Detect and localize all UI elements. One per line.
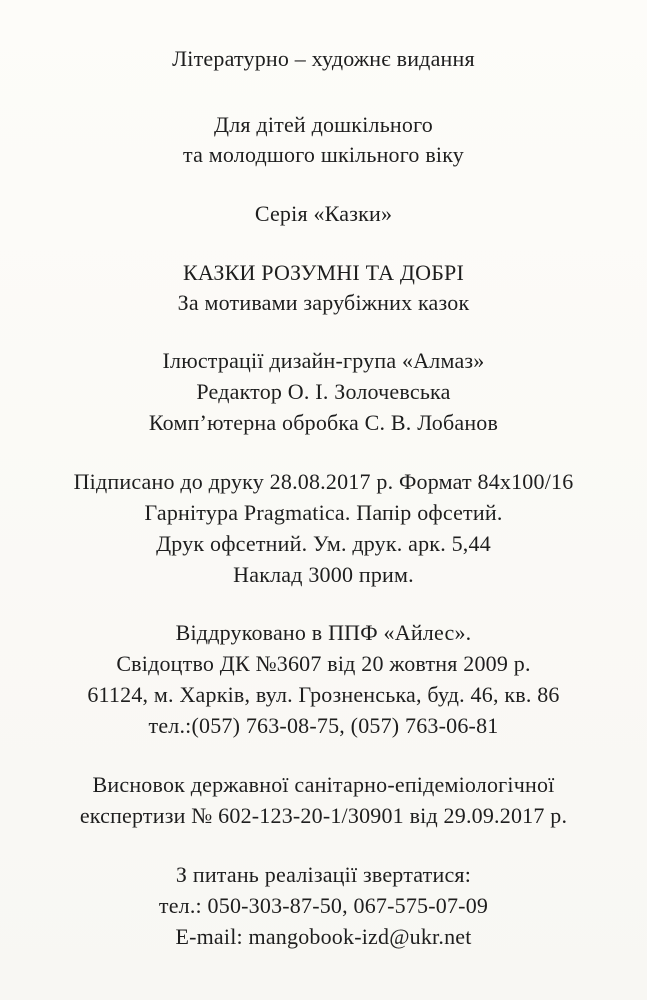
printer-name: Віддруковано в ППФ «Айлес». (175, 620, 472, 645)
credits-layout: Комп’ютерна обробка С. В. Лобанов (148, 410, 499, 435)
printer-phones: тел.:(057) 763-08-75, (057) 763-06-81 (148, 713, 499, 738)
sanitary-conclusion-line-1: Висновок державної санітарно-епідеміологічної (92, 772, 555, 797)
print-signed-format: Підписано до друку 28.08.2017 р. Формат 84х100/16 (73, 469, 574, 494)
sales-phones: тел.: 050-303-87-50, 067-575-07-09 (158, 893, 489, 918)
audience-line-1: Для дітей дошкільного (214, 112, 433, 137)
book-title: КАЗКИ РОЗУМНІ ТА ДОБРІ (182, 260, 465, 285)
series-line: Серія «Казки» (254, 201, 393, 226)
printer-address: 61124, м. Харків, вул. Грозненська, буд. 46, кв. 86 (87, 682, 560, 707)
credits-editor: Редактор О. І. Золочевська (196, 379, 451, 404)
audience-line-2: та молодшого шкільного віку (182, 142, 464, 167)
print-run: Наклад 3000 прим. (233, 562, 414, 587)
credits-illustrations: Ілюстрації дизайн-група «Алмаз» (162, 348, 485, 373)
printer-certificate: Свідоцтво ДК №3607 від 20 жовтня 2009 р. (116, 651, 531, 676)
book-subtitle: За мотивами зарубіжних казок (177, 290, 470, 315)
genre-line: Літературно – художнє видання (172, 46, 475, 71)
print-method-sheets: Друк офсетний. Ум. друк. арк. 5,44 (156, 531, 491, 556)
sanitary-conclusion-line-2: експертизи № 602-123-20-1/30901 від 29.09.2017 р. (79, 803, 568, 828)
print-typeface-paper: Гарнітура Pragmatica. Папір офсетий. (144, 500, 503, 525)
sales-contact-heading: З питань реалізації звертатися: (175, 862, 472, 887)
sales-email: E-mail: mangobook-izd@ukr.net (175, 924, 472, 949)
